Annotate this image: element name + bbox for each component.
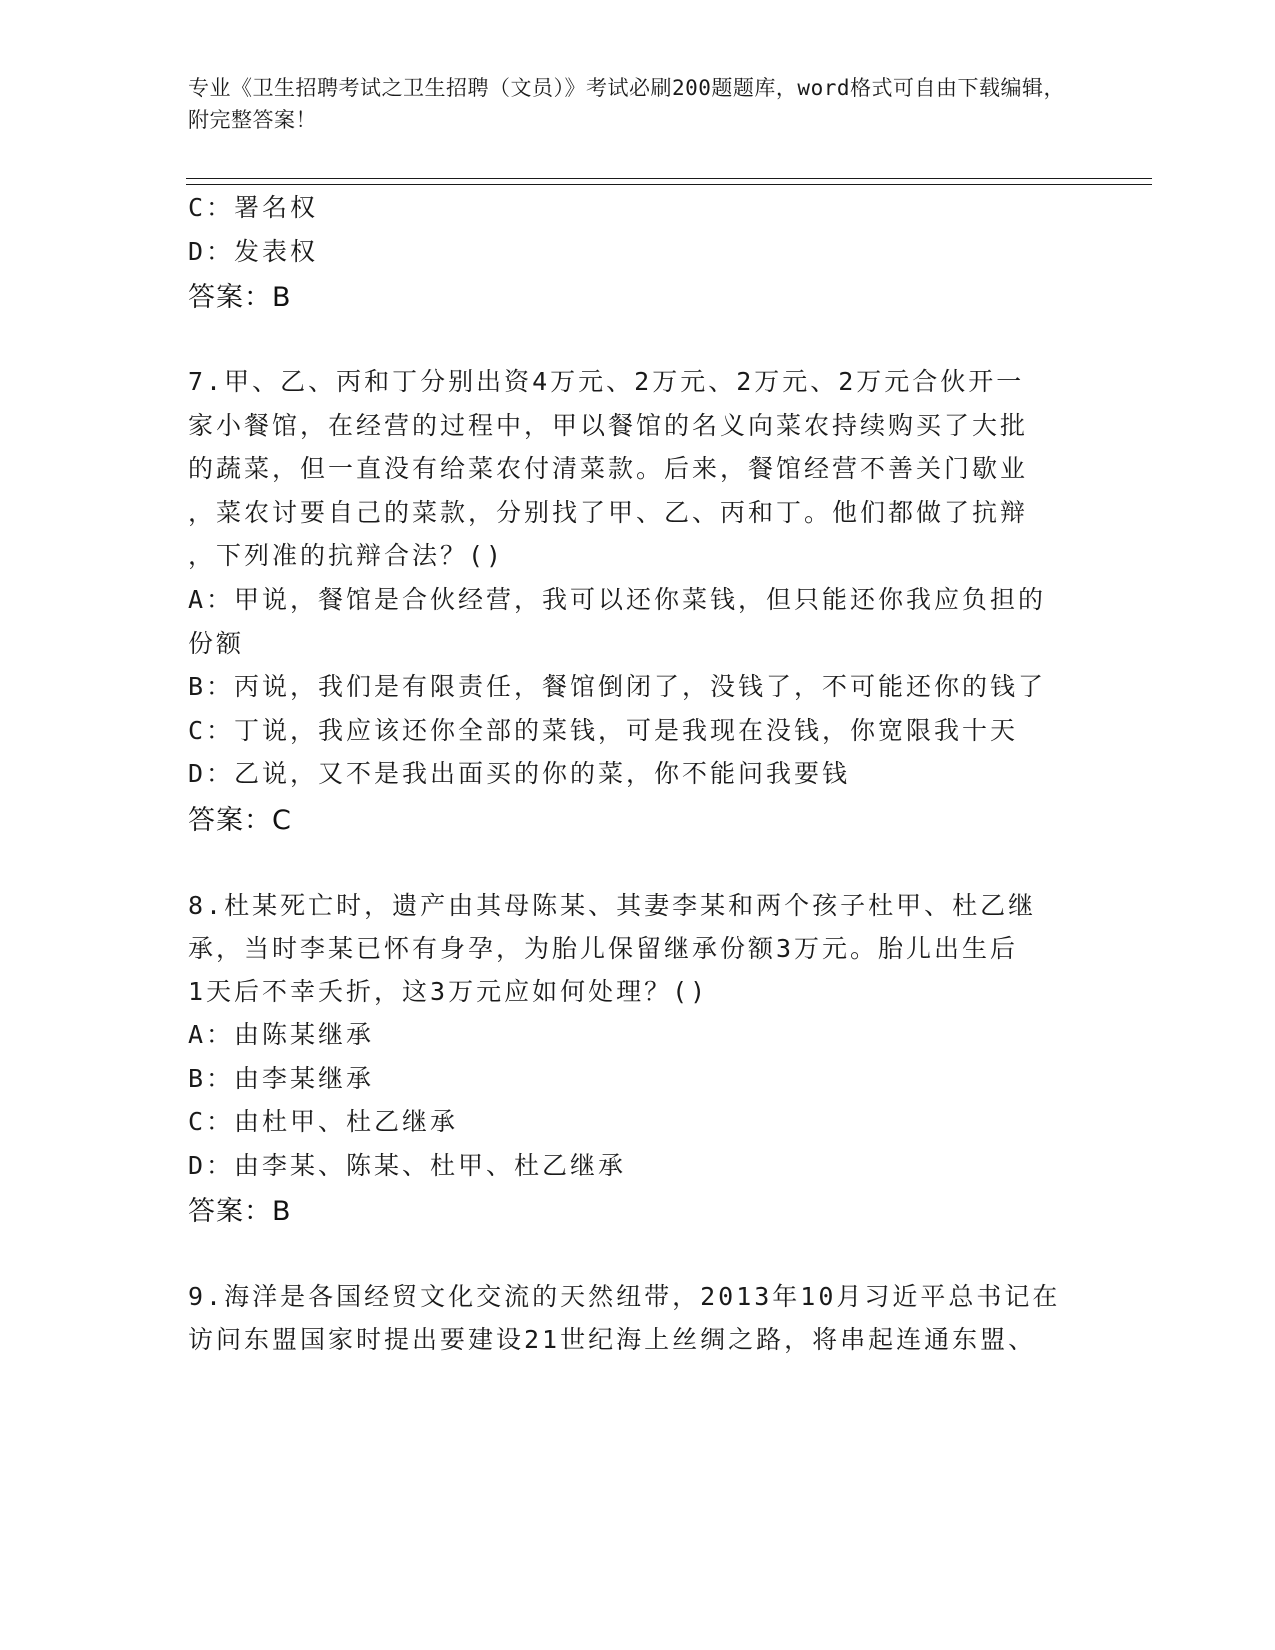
q6-option-c: C：署名权 <box>188 193 319 222</box>
q6-option-d: D：发表权 <box>188 237 319 266</box>
q7-option-d: D：乙说，又不是我出面买的你的菜，你不能问我要钱 <box>188 759 851 788</box>
q9-stem-line-2: 访问东盟国家时提出要建设21世纪海上丝绸之路，将串起连通东盟、 <box>188 1325 1037 1354</box>
q8-option-c: C：由杜甲、杜乙继承 <box>188 1107 459 1136</box>
q8-stem-line-3: 1天后不幸夭折，这3万元应如何处理？() <box>188 977 709 1006</box>
q7-answer: 答案：C <box>188 805 292 836</box>
q7-stem-line-1: 7.甲、乙、丙和丁分别出资4万元、2万元、2万元、2万元合伙开一 <box>188 367 1025 396</box>
q7-stem-line-2: 家小餐馆，在经营的过程中，甲以餐馆的名义向菜农持续购买了大批 <box>188 411 1029 440</box>
q8-stem-line-2: 承，当时李某已怀有身孕，为胎儿保留继承份额3万元。胎儿出生后 <box>188 934 1019 963</box>
page-header: 专业《卫生招聘考试之卫生招聘（文员）》考试必刷200题题库，word格式可自由下载编辑，附完整答案！ <box>188 76 1065 132</box>
q7-stem-line-5: ，下列准的抗辩合法？() <box>188 541 505 570</box>
q8-option-a: A：由陈某继承 <box>188 1020 375 1049</box>
q7-option-a-line-2: 份额 <box>188 629 245 658</box>
header-divider-bottom <box>186 184 1152 185</box>
q7-option-c: C：丁说，我应该还你全部的菜钱，可是我现在没钱，你宽限我十天 <box>188 716 1019 745</box>
q8-option-d: D：由李某、陈某、杜甲、杜乙继承 <box>188 1151 627 1180</box>
q8-answer: 答案：B <box>188 1196 292 1227</box>
q7-stem-line-3: 的蔬菜，但一直没有给菜农付清菜款。后来，餐馆经营不善关门歇业 <box>188 454 1029 483</box>
q6-answer: 答案：B <box>188 282 292 313</box>
q7-option-a-line-1: A：甲说，餐馆是合伙经营，我可以还你菜钱，但只能还你我应负担的 <box>188 585 1047 614</box>
q8-option-b: B：由李某继承 <box>188 1064 375 1093</box>
q9-stem-line-1: 9.海洋是各国经贸文化交流的天然纽带，2013年10月习近平总书记在 <box>188 1282 1061 1311</box>
q8-stem-line-1: 8.杜某死亡时，遗产由其母陈某、其妻李某和两个孩子杜甲、杜乙继 <box>188 891 1037 920</box>
header-divider-top <box>186 178 1152 179</box>
q7-option-b: B：丙说，我们是有限责任，餐馆倒闭了，没钱了，不可能还你的钱了 <box>188 672 1047 701</box>
q7-stem-line-4: ，菜农讨要自己的菜款，分别找了甲、乙、丙和丁。他们都做了抗辩 <box>188 498 1029 527</box>
